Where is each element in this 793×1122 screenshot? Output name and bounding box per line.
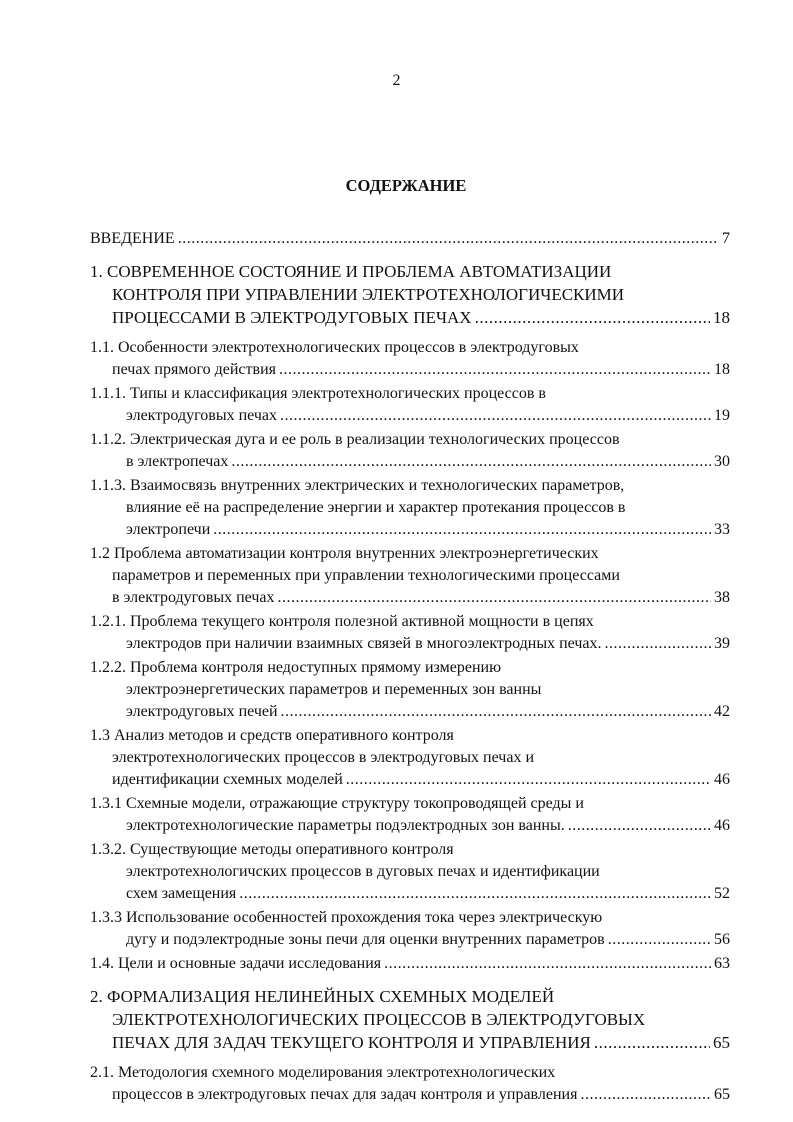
- toc-entry-text: в электропечах: [126, 453, 229, 470]
- dot-leader: [594, 1031, 710, 1054]
- toc-page-number: 56: [714, 931, 730, 948]
- dot-leader: [278, 587, 711, 609]
- toc-page-number: 46: [714, 771, 730, 788]
- dot-leader: [580, 1084, 711, 1106]
- dot-leader: [213, 519, 711, 541]
- toc-page-number: 65: [713, 1033, 730, 1052]
- table-of-contents: [90, 228, 730, 1106]
- toc-entry-text: печах прямого действия: [112, 361, 276, 378]
- toc-entry[interactable]: [90, 429, 730, 473]
- toc-entry-text: параметров и переменных при управлении технологическими процессами: [112, 567, 620, 584]
- toc-page-number: 7: [722, 230, 730, 247]
- toc-entry[interactable]: [90, 611, 730, 655]
- toc-page-number: 52: [714, 885, 730, 902]
- dot-leader: [475, 306, 710, 329]
- toc-entry-text: ПРОЦЕССАМИ В ЭЛЕКТРОДУГОВЫХ ПЕЧАХ: [112, 308, 472, 327]
- toc-entry-text: электротехнологичских процессов в дуговых печах и идентификации: [126, 863, 600, 880]
- toc-page-number: 18: [714, 361, 730, 378]
- toc-entry[interactable]: [90, 953, 730, 975]
- dot-leader: [279, 359, 711, 381]
- toc-entry-text: 2.1. Методология схемного моделирования электротехнологических: [90, 1064, 556, 1081]
- toc-entry[interactable]: [90, 543, 730, 609]
- dot-leader: [239, 883, 711, 905]
- toc-entry-text: 1.2 Проблема автоматизации контроля внутренних электроэнергетических: [90, 545, 599, 562]
- toc-entry[interactable]: [90, 839, 730, 905]
- dot-leader: [281, 701, 711, 723]
- toc-entry[interactable]: [90, 475, 730, 541]
- toc-entry-text: электродов при наличии взаимных связей в многоэлектродных печах.: [126, 635, 602, 652]
- toc-entry-text: 1.2.1. Проблема текущего контроля полезной активной мощности в цепях: [90, 613, 594, 630]
- toc-entry[interactable]: [90, 725, 730, 791]
- toc-page-number: 63: [714, 955, 730, 972]
- dot-leader: [178, 228, 719, 250]
- toc-page-number: 42: [714, 703, 730, 720]
- toc-entry[interactable]: [90, 228, 730, 250]
- toc-entry[interactable]: [90, 793, 730, 837]
- toc-entry-text: ЭЛЕКТРОТЕХНОЛОГИЧЕСКИХ ПРОЦЕССОВ В ЭЛЕКТРОДУГОВЫХ: [112, 1010, 646, 1029]
- toc-entry[interactable]: [90, 1062, 730, 1106]
- toc-entry-text: 1.3.1 Схемные модели, отражающие структуру токопроводящей среды и: [90, 795, 584, 812]
- toc-page-number: 18: [713, 308, 730, 327]
- dot-leader: [608, 929, 711, 951]
- toc-entry[interactable]: [90, 907, 730, 951]
- toc-page-number: 38: [714, 589, 730, 606]
- toc-entry-text: электротехнологические параметры подэлектродных зон ванны.: [126, 817, 565, 834]
- toc-page-number: 39: [714, 635, 730, 652]
- dot-leader: [231, 451, 711, 473]
- toc-entry-text: 1.4. Цели и основные задачи исследования: [90, 955, 382, 972]
- toc-entry-text: в электродуговых печах: [112, 589, 275, 606]
- toc-entry-text: влияние её на распределение энергии и характер протекания процессов в: [126, 499, 626, 516]
- toc-entry-text: 2. ФОРМАЛИЗАЦИЯ НЕЛИНЕЙНЫХ СХЕМНЫХ МОДЕЛЕЙ: [90, 987, 555, 1006]
- toc-entry-text: процессов в электродуговых печах для задач контроля и управления: [112, 1086, 578, 1103]
- toc-entry-text: 1.1.2. Электрическая дуга и ее роль в реализации технологических процессов: [90, 431, 620, 448]
- toc-entry-text: КОНТРОЛЯ ПРИ УПРАВЛЕНИИ ЭЛЕКТРОТЕХНОЛОГИЧЕСКИМИ: [112, 285, 625, 304]
- toc-page-number: 46: [714, 817, 730, 834]
- toc-entry-text: схем замещения: [126, 885, 237, 902]
- toc-entry-text: электродуговых печей: [126, 703, 278, 720]
- toc-entry[interactable]: [90, 337, 730, 381]
- toc-entry-text: 1.3.2. Существующие методы оперативного контроля: [90, 841, 454, 858]
- toc-entry-text: 1.3.3 Использование особенностей прохождения тока через электрическую: [90, 909, 603, 926]
- toc-entry-text: 1.1.1. Типы и классификация электротехнологических процессов в: [90, 385, 546, 402]
- toc-entry-text: электродуговых печах: [126, 407, 277, 424]
- toc-page-number: 33: [714, 521, 730, 538]
- dot-leader: [384, 953, 711, 975]
- toc-entry-text: электропечи: [126, 521, 211, 538]
- toc-entry[interactable]: [90, 657, 730, 723]
- dot-leader: [568, 815, 711, 837]
- dot-leader: [604, 633, 711, 655]
- toc-entry-text: 1.1. Особенности электротехнологических процессов в электродуговых: [90, 339, 579, 356]
- toc-page-number: 19: [714, 407, 730, 424]
- toc-entry-text: ПЕЧАХ ДЛЯ ЗАДАЧ ТЕКУЩЕГО КОНТРОЛЯ И УПРАВЛЕНИЯ: [112, 1033, 591, 1052]
- toc-entry-text: дугу и подэлектродные зоны печи для оценки внутренних параметров: [126, 931, 605, 948]
- toc-page-number: 65: [714, 1086, 730, 1103]
- toc-entry-text: электроэнергетических параметров и переменных зон ванны: [126, 681, 542, 698]
- toc-entry[interactable]: [90, 383, 730, 427]
- toc-entry-text: 1.3 Анализ методов и средств оперативного контроля: [90, 727, 454, 744]
- toc-entry-text: ВВЕДЕНИЕ: [90, 230, 175, 247]
- toc-page-number: 30: [714, 453, 730, 470]
- dot-leader: [280, 405, 711, 427]
- toc-entry-text: 1. СОВРЕМЕННОЕ СОСТОЯНИЕ И ПРОБЛЕМА АВТОМАТИЗАЦИИ: [90, 262, 612, 281]
- toc-entry[interactable]: [90, 260, 730, 329]
- dot-leader: [346, 769, 711, 791]
- toc-entry-text: 1.1.3. Взаимосвязь внутренних электрических и технологических параметров,: [90, 477, 625, 494]
- page-number: 2: [392, 72, 401, 89]
- toc-entry-text: 1.2.2. Проблема контроля недоступных прямому измерению: [90, 659, 502, 676]
- page-title: СОДЕРЖАНИЕ: [345, 176, 467, 195]
- toc-entry-text: электротехнологических процессов в электродуговых печах и: [112, 749, 535, 766]
- toc-entry-text: идентификации схемных моделей: [112, 771, 343, 788]
- toc-entry[interactable]: [90, 985, 730, 1054]
